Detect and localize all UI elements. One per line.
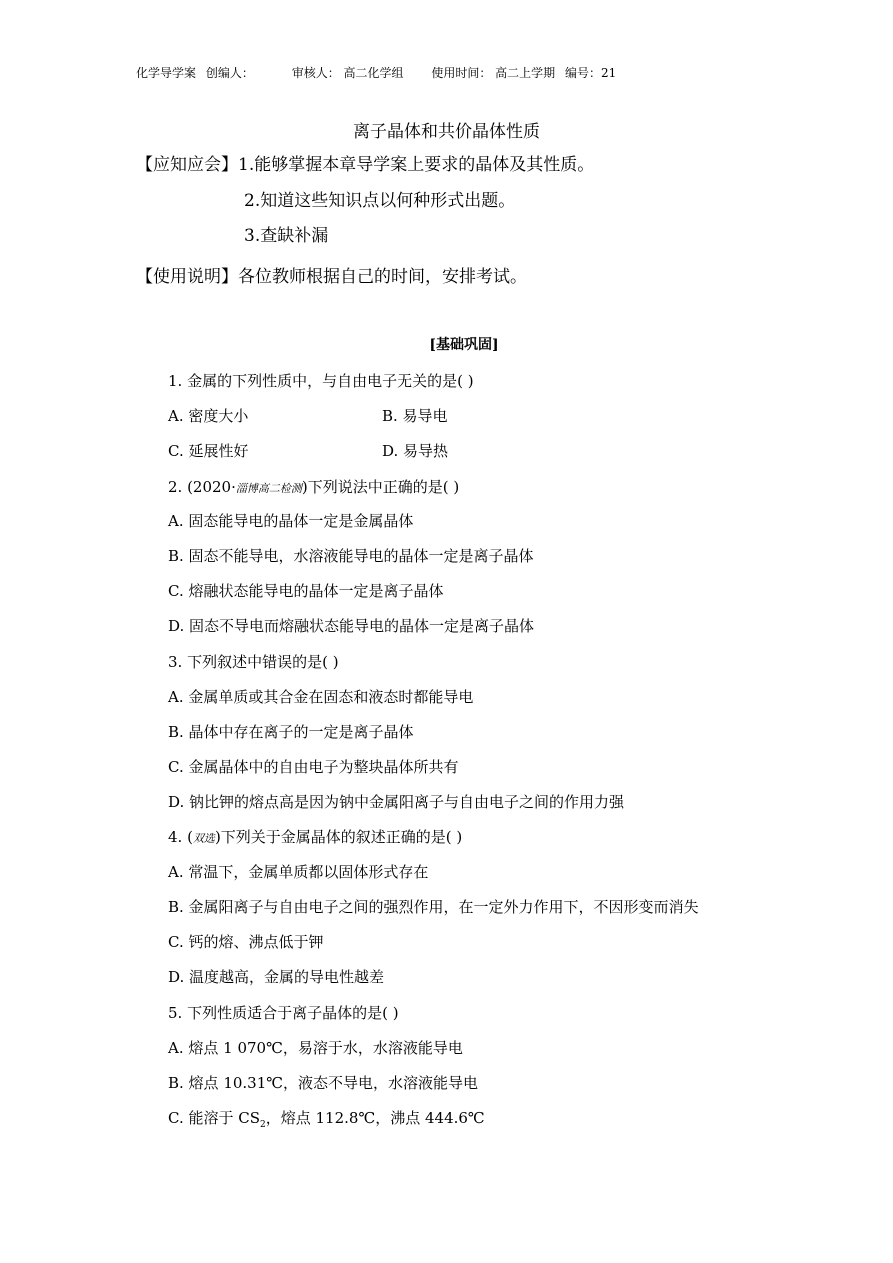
question-2-stem xyxy=(168,476,459,497)
goal-2: 2.知道这些知识点以何种形式出题。 xyxy=(244,191,516,211)
question-3-stem: 3. 下列叙述中错误的是( ) xyxy=(168,653,339,671)
question-2-option-b: B. 固态不能导电，水溶液能导电的晶体一定是离子晶体 xyxy=(168,547,534,565)
header-subject: 化学导学案 xyxy=(136,66,197,80)
header-number: 编号：21 xyxy=(565,66,617,80)
question-3-option-c: C. 金属晶体中的自由电子为整块晶体所共有 xyxy=(168,758,459,776)
document-header xyxy=(136,64,622,81)
question-5-option-c-subscript: 2 xyxy=(260,1120,266,1130)
question-5-option-b: B. 熔点 10.31℃，液态不导电，水溶液能导电 xyxy=(168,1074,479,1092)
question-5-stem: 5. 下列性质适合于离子晶体的是( ) xyxy=(168,1004,399,1022)
header-author: 创编人： xyxy=(205,66,254,80)
question-2-option-a: A. 固态能导电的晶体一定是金属晶体 xyxy=(168,512,414,530)
question-1-option-b: B. 易导电 xyxy=(382,407,448,425)
question-5-option-c-post: ，熔点 112.8℃，沸点 444.6℃ xyxy=(265,1109,485,1127)
question-1-option-c: C. 延展性好 xyxy=(168,442,249,460)
usage-line xyxy=(136,262,527,287)
question-1-option-a: A. 密度大小 xyxy=(168,407,249,425)
question-5-option-a: A. 熔点 1 070℃，易溶于水，水溶液能导电 xyxy=(168,1039,463,1057)
question-2-option-d: D. 固态不导电而熔融状态能导电的晶体一定是离子晶体 xyxy=(168,617,535,635)
question-2-stem-pre: 2. (2020· xyxy=(168,478,236,496)
question-4-stem xyxy=(168,826,462,847)
goal-1: 1.能够掌握本章导学案上要求的晶体及其性质。 xyxy=(238,155,595,175)
question-2-source: 淄博高二检测 xyxy=(235,482,302,495)
question-4-stem-post: )下列关于金属晶体的叙述正确的是( ) xyxy=(214,828,463,846)
question-3-option-d: D. 钠比钾的熔点高是因为钠中金属阳离子与自由电子之间的作用力强 xyxy=(168,793,625,811)
question-4-option-a: A. 常温下，金属单质都以固体形式存在 xyxy=(168,863,429,881)
usage-text: 各位教师根据自己的时间，安排考试。 xyxy=(238,267,527,287)
question-1-option-d: D. 易导热 xyxy=(382,442,449,460)
page-title: 离子晶体和共价晶体性质 xyxy=(353,122,540,142)
goal-3: 3.查缺补漏 xyxy=(244,226,329,246)
section-heading: [基础巩固] xyxy=(429,337,499,353)
question-5-option-c xyxy=(168,1107,485,1130)
question-1-stem: 1. 金属的下列性质中，与自由电子无关的是( ) xyxy=(168,372,474,390)
header-reviewer: 审核人： 高二化学组 xyxy=(291,66,404,80)
question-3-option-a: A. 金属单质或其合金在固态和液态时都能导电 xyxy=(168,688,474,706)
question-4-option-b: B. 金属阳离子与自由电子之间的强烈作用，在一定外力作用下，不因形变而消失 xyxy=(168,898,699,916)
usage-label: 【使用说明】 xyxy=(136,267,238,287)
question-2-stem-post: )下列说法中正确的是( ) xyxy=(301,478,460,496)
question-2-option-c: C. 熔融状态能导电的晶体一定是离子晶体 xyxy=(168,582,444,600)
goals-label: 【应知应会】 xyxy=(136,155,238,175)
question-5-option-c-pre: C. 能溶于 CS xyxy=(168,1109,260,1127)
question-4-option-d: D. 温度越高，金属的导电性越差 xyxy=(168,968,385,986)
header-time: 使用时间： 高二上学期 xyxy=(431,66,556,80)
question-4-source: 双选 xyxy=(192,832,215,845)
question-4-option-c: C. 钙的熔、沸点低于钾 xyxy=(168,933,324,951)
question-4-stem-pre: 4. ( xyxy=(168,828,193,846)
goals-line-1 xyxy=(136,150,594,175)
question-3-option-b: B. 晶体中存在离子的一定是离子晶体 xyxy=(168,723,414,741)
